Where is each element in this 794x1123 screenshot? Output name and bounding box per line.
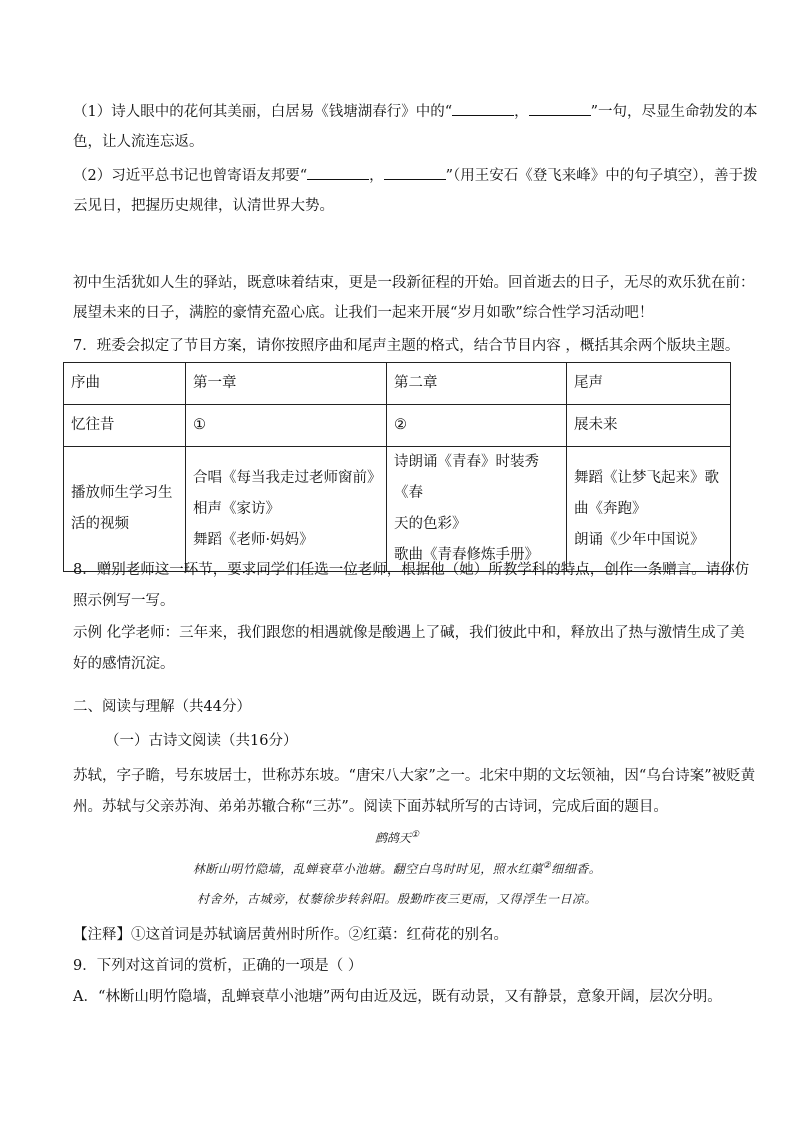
q6-part2-text-b: ”（用王安石《登飞来峰》中的句子填空），善于拨 xyxy=(445,168,758,184)
header-cell: 第一章 xyxy=(186,363,387,405)
poem-line2: 村舍外，古城旁，杖藜徐步转斜阳。殷勤昨夜三更雨，又得浮生一日凉。 xyxy=(196,892,597,906)
q8-line1: 8．赠别老师这一环节，要求同学们任选一位老师，根据他（她）所教学科的特点，创作一条赠言。请你仿 xyxy=(73,562,750,578)
program-line: 相声《家访》 xyxy=(193,500,280,517)
program-line: 舞蹈《老师·妈妈》 xyxy=(193,531,314,548)
program-line: 朗诵《少年中国说》 xyxy=(574,531,705,548)
q6-part1-text-a: （1）诗人眼中的花何其美丽，白居易《钱塘湖春行》中的“ xyxy=(73,104,453,120)
q6-part1-comma: ， xyxy=(514,104,529,120)
intro-line2: 展望未来的日子，满腔的豪情充盈心底。让我们一起来开展“岁月如歌”综合性学习活动吧！ xyxy=(73,305,654,321)
program-line: 合唱《每当我走过老师窗前》 xyxy=(193,469,382,486)
subsection-heading: （一）古诗文阅读（共16分） xyxy=(105,733,298,749)
q9-question: 9．下列对这首词的赏析，正确的一项是（ ） xyxy=(73,958,363,974)
answer-blank[interactable] xyxy=(452,101,514,116)
answer-blank[interactable] xyxy=(384,165,446,180)
program-line: 播放师生学习生 xyxy=(71,485,173,501)
q6-part2-line2: 云见日，把握历史规律，认清世界大势。 xyxy=(73,198,334,214)
theme-answer-slot[interactable]: ② xyxy=(387,405,567,447)
header-cell: 尾声 xyxy=(567,363,731,405)
poem-title xyxy=(0,829,794,846)
intro-line1: 初中生活犹如人生的驿站，既意味着结束，更是一段新征程的开始。回首逝去的日子，无尽的欢乐犹在前： xyxy=(73,275,755,291)
bio-line1: 苏轼，字子瞻，号东坡居士，世称苏东坡。“唐宋八大家”之一。北宋中期的文坛领袖，因“乌台诗案”被贬黄 xyxy=(73,768,756,784)
program-cell-chapter2 xyxy=(387,447,567,572)
header-cell: 序曲 xyxy=(64,363,186,405)
q8-example-line1: 示例 化学老师：三年来，我们跟您的相遇就像是酸遇上了碱，我们彼此中和，释放出了热与激情生成了美 xyxy=(73,625,745,641)
header-cell: 第二章 xyxy=(387,363,567,405)
answer-blank[interactable] xyxy=(529,101,591,116)
q6-part1-line2: 色，让人流连忘返。 xyxy=(73,134,204,150)
theme-answer-slot[interactable]: ① xyxy=(186,405,387,447)
q8-example-line2: 好的感情沉淀。 xyxy=(73,656,175,672)
program-line: 诗朗诵《青春》时装秀《春 xyxy=(394,454,539,501)
q6-part1-line1 xyxy=(73,101,758,122)
footnote-mark: ① xyxy=(410,830,420,840)
table-row-themes xyxy=(64,405,731,447)
poem-text: 林断山明竹隐墙，乱蝉衰草小池塘。翻空白鸟时时见，照水红蕖 xyxy=(192,862,543,876)
q6-part2-text-a: （2）习近平总书记也曾寄语友邦要“ xyxy=(73,168,308,184)
poem-line1 xyxy=(0,860,794,877)
theme-cell: 忆往昔 xyxy=(64,405,186,447)
footnote-mark: ② xyxy=(542,861,552,871)
program-cell-chapter1 xyxy=(186,447,387,572)
theme-cell: 展未来 xyxy=(567,405,731,447)
table-row-programs xyxy=(64,447,731,572)
program-cell-finale xyxy=(567,447,731,572)
q8-line2: 照示例写一写。 xyxy=(73,593,175,609)
program-line: 曲《奔跑》 xyxy=(574,500,647,517)
poem-title-text: 鹧鸪天 xyxy=(374,831,411,845)
program-line: 天的色彩》 xyxy=(394,516,467,532)
poem-text: 细细香。 xyxy=(551,862,602,876)
program-line: 活的视频 xyxy=(71,516,129,532)
answer-blank[interactable] xyxy=(307,165,369,180)
q9-option-a[interactable]: A．“林断山明竹隐墙，乱蝉衰草小池塘”两句由近及远，既有动景，又有静景，意象开阔，层次分明。 xyxy=(73,989,722,1005)
program-cell-overture xyxy=(64,447,186,572)
bio-line2: 州。苏轼与父亲苏洵、弟弟苏辙合称“三苏”。阅读下面苏轼所写的古诗词，完成后面的题目。 xyxy=(73,799,668,815)
q6-part1-text-b: ”一句，尽显生命勃发的本 xyxy=(590,104,758,120)
program-line: 舞蹈《让梦飞起来》歌 xyxy=(574,469,719,486)
q7-question: 7．班委会拟定了节目方案，请你按照序曲和尾声主题的格式，结合节目内容 ，概括其余两个版块主题。 xyxy=(73,338,740,354)
q6-part2-comma: ， xyxy=(369,168,384,184)
q6-part2-line1 xyxy=(73,165,758,186)
program-table xyxy=(63,362,731,572)
program-line: 歌曲《青春修炼手册》 xyxy=(394,547,539,563)
annotation-note: 【注释】①这首词是苏轼谪居黄州时所作。②红蕖：红荷花的别名。 xyxy=(73,927,508,943)
section-heading: 二、阅读与理解（共44分） xyxy=(73,699,251,715)
table-row-headers xyxy=(64,363,731,405)
